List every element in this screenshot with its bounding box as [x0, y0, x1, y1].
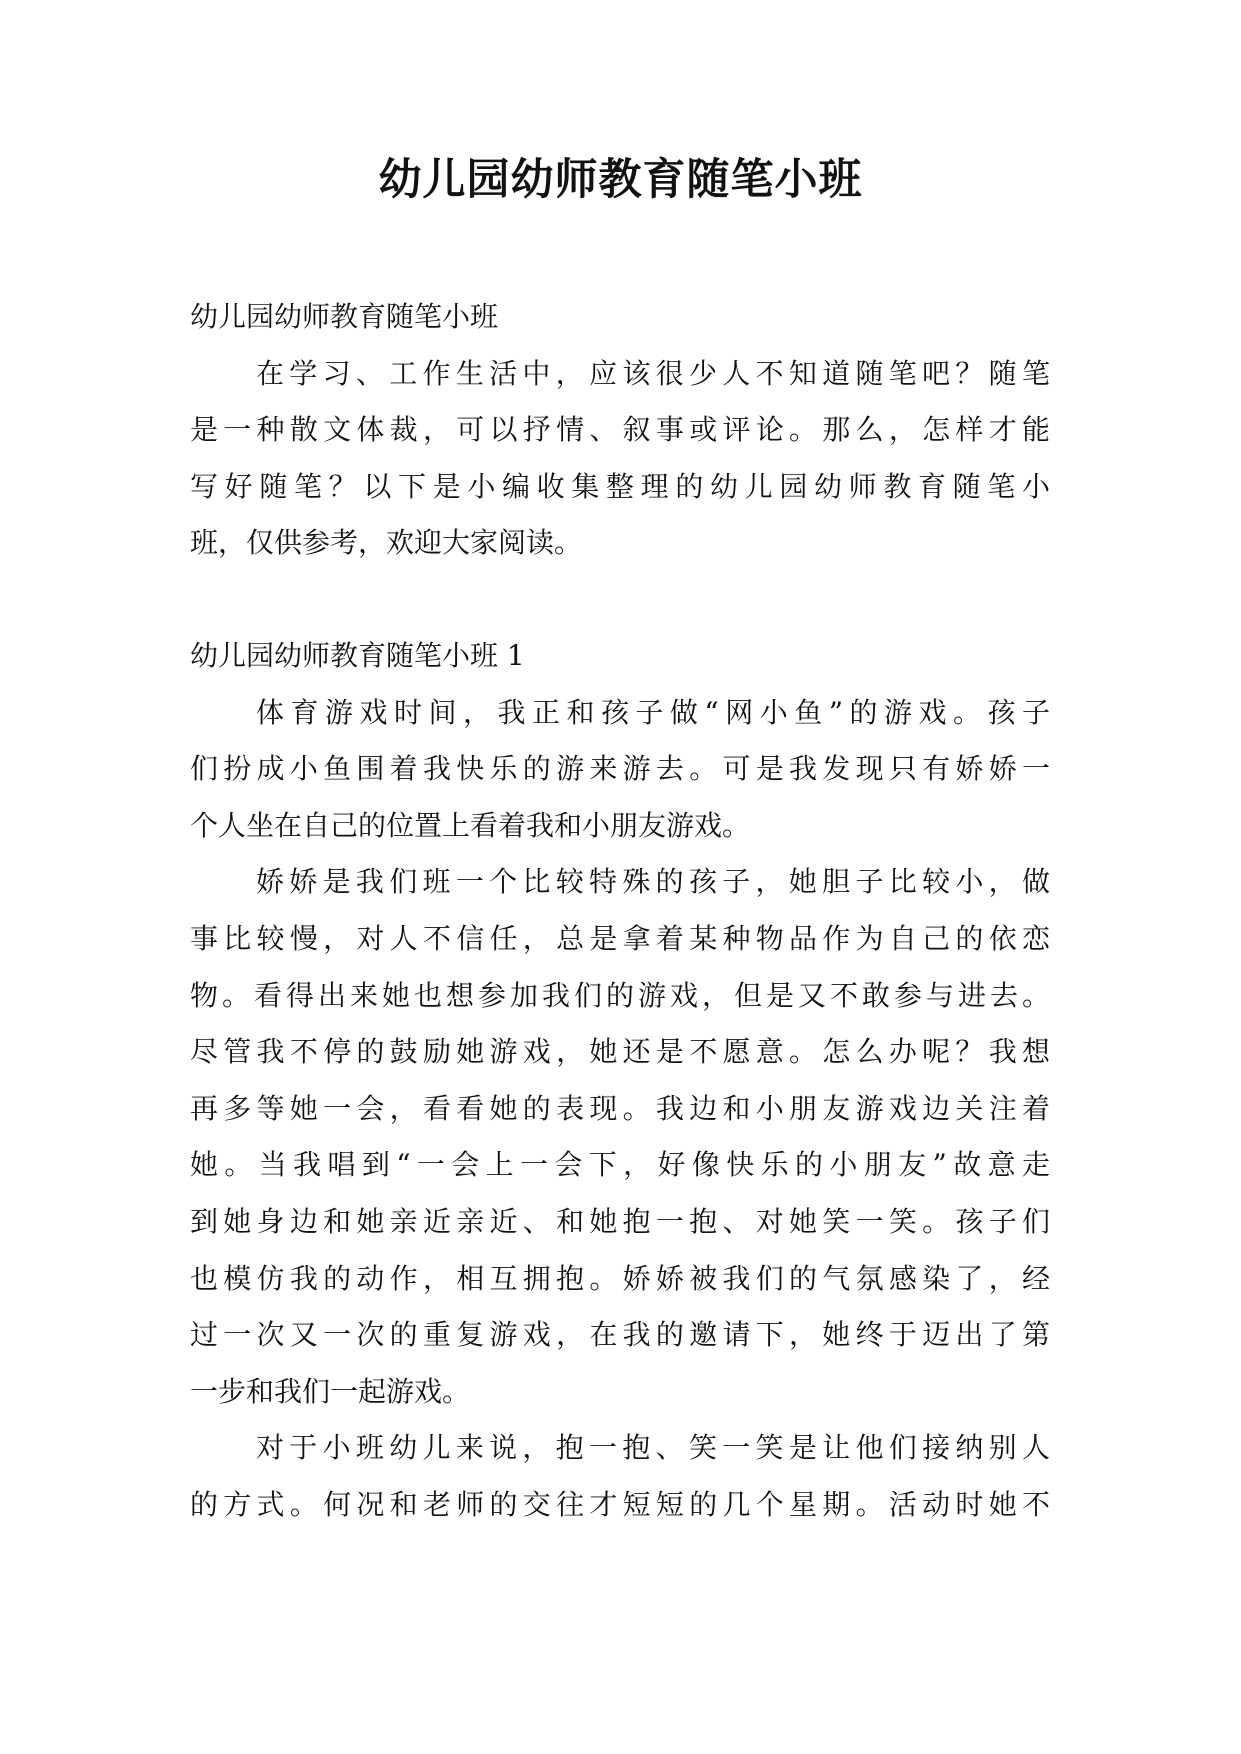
paragraph-2	[190, 854, 1050, 1420]
text-line: 娇娇是我们班一个比较特殊的孩子，她胆子比较小，做	[256, 865, 1050, 899]
document-title: 幼儿园幼师教育随笔小班	[378, 155, 863, 205]
text-line: 个人坐在自己的位置上看着我和小朋友游戏。	[190, 808, 751, 842]
text-line: 过一次又一次的重复游戏，在我的邀请下，她终于迈出了第	[190, 1318, 1050, 1352]
paragraph-1	[190, 685, 1050, 855]
paragraph-intro	[190, 346, 1050, 572]
text-line: 一步和我们一起游戏。	[190, 1374, 471, 1408]
text-line: 到她身边和她亲近亲近、和她抱一抱、对她笑一笑。孩子们	[190, 1204, 1050, 1238]
text-line: 事比较慢，对人不信任，总是拿着某种物品作为自己的依恋	[190, 921, 1050, 955]
document-body	[190, 289, 1050, 1533]
text-line: 物。看得出来她也想参加我们的游戏，但是又不敢参与进去。	[190, 978, 1050, 1012]
text-line: 对于小班幼儿来说，抱一抱、笑一笑是让他们接纳别人	[256, 1431, 1050, 1465]
text-line: 也模仿我的动作，相互拥抱。娇娇被我们的气氛感染了，经	[190, 1261, 1050, 1295]
text-line: 再多等她一会，看看她的表现。我边和小朋友游戏边关注着	[190, 1091, 1050, 1125]
text-line: 们扮成小鱼围着我快乐的游来游去。可是我发现只有娇娇一	[190, 752, 1050, 786]
text-line: 写好随笔？以下是小编收集整理的幼儿园幼师教育随笔小	[190, 469, 1050, 503]
text-line: 班，仅供参考，欢迎大家阅读。	[190, 526, 583, 560]
text-line: 是一种散文体裁，可以抒情、叙事或评论。那么，怎样才能	[190, 413, 1050, 447]
section-heading-1: 幼儿园幼师教育随笔小班 1	[190, 638, 525, 672]
paragraph-3	[190, 1420, 1050, 1533]
section-heading-intro: 幼儿园幼师教育随笔小班	[190, 300, 499, 333]
section-spacer	[190, 572, 1050, 628]
text-line: 的方式。何况和老师的交往才短短的几个星期。活动时她不	[190, 1487, 1050, 1521]
text-line: 她。当我唱到“一会上一会下，好像快乐的小朋友”故意走	[190, 1148, 1050, 1182]
text-line: 在学习、工作生活中，应该很少人不知道随笔吧？随笔	[256, 356, 1050, 390]
text-line: 体育游戏时间，我正和孩子做“网小鱼”的游戏。孩子	[256, 695, 1050, 729]
text-line: 尽管我不停的鼓励她游戏，她还是不愿意。怎么办呢？我想	[190, 1035, 1050, 1069]
